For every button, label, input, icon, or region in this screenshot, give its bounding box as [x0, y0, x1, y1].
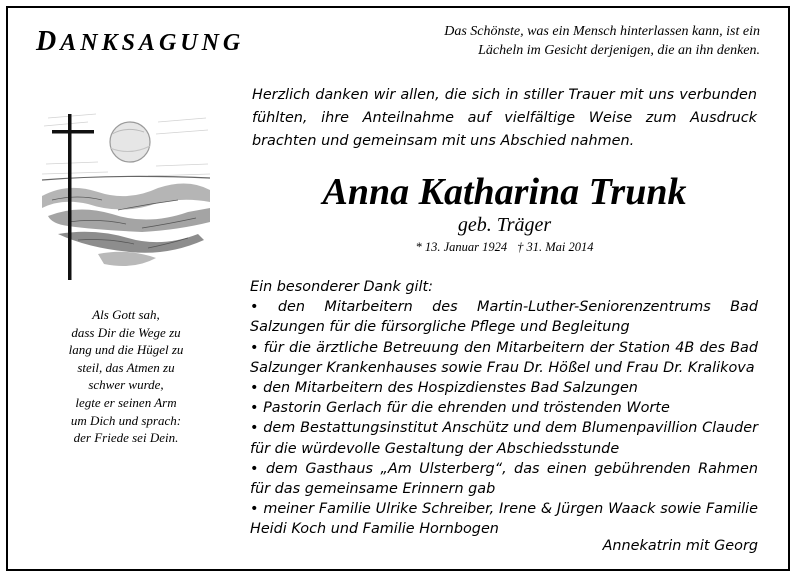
poem-line: legte er seinen Arm [75, 394, 177, 410]
quote-line: Lächeln im Gesicht derjenigen, die an ihn denken. [478, 43, 760, 58]
birth-date: * 13. Januar 1924 [415, 240, 508, 254]
poem-line: um Dich und sprach: [70, 412, 182, 428]
title-rest: ANKSAGUNG [60, 30, 245, 56]
list-item: • den Mitarbeitern des Martin-Luther-Seniorenzentrums Bad Salzungen für die fürsorgliche Pflege und Begleitung [250, 299, 758, 336]
thanks-list [250, 277, 758, 540]
poem-line: lang und die Hügel zu [68, 342, 184, 358]
sun-icon [110, 122, 150, 162]
list-item: • dem Gasthaus „Am Ulsterberg“, das einen gebührenden Rahmen für das gemeinsame Erinnern gab [250, 460, 758, 498]
title-initial: D [36, 26, 61, 57]
thanks-heading: Ein besonderer Dank gilt: [250, 279, 433, 295]
cross-landscape-artwork [38, 104, 214, 280]
life-dates [252, 240, 757, 255]
poem-line: der Friede sei Dein. [73, 430, 179, 446]
list-item: • meiner Familie Ulrike Schreiber, Irene & Jürgen Waack sowie Familie Heidi Koch und Familie Hornbogen [250, 501, 758, 538]
list-item: • Pastorin Gerlach für die ehrenden und tröstenden Worte [250, 400, 670, 417]
signature: Annekatrin mit Georg [602, 538, 758, 554]
list-item: • dem Bestattungsinstitut Anschütz und dem Blumenpavillion Clauder für die würdevolle Gestaltung der Abschiedsstunde [250, 420, 758, 457]
death-date: † 31. Mai 2014 [517, 240, 594, 254]
maiden-name: geb. Träger [457, 214, 552, 236]
deceased-name: Anna Katharina Trunk [322, 171, 687, 213]
poem-line: dass Dir die Wege zu [71, 324, 181, 340]
intro-paragraph: Herzlich danken wir allen, die sich in stiller Trauer mit uns verbunden fühlten, ihre Anteilnahme auf vielfältige Weise zum Ausdruck brachten und gemeinsam mit uns Abschied nahmen. [252, 87, 757, 149]
list-item: • den Mitarbeitern des Hospizdienstes Bad Salzungen [250, 380, 638, 397]
poem-line: steil, das Atmen zu [77, 359, 175, 375]
poem-line: Als Gott sah, [92, 307, 160, 322]
list-item: • für die ärztliche Betreuung den Mitarbeitern der Station 4B des Bad Salzunger Krankenhauses sowie Frau Dr. Hößel und Frau Dr. Kralikova [250, 339, 758, 376]
poem-line: schwer wurde, [88, 377, 164, 393]
quote-line: Das Schönste, was ein Mensch hinterlassen kann, ist ein [444, 24, 760, 39]
page-title [36, 26, 244, 58]
poem [40, 306, 212, 447]
header-quote [400, 22, 760, 60]
